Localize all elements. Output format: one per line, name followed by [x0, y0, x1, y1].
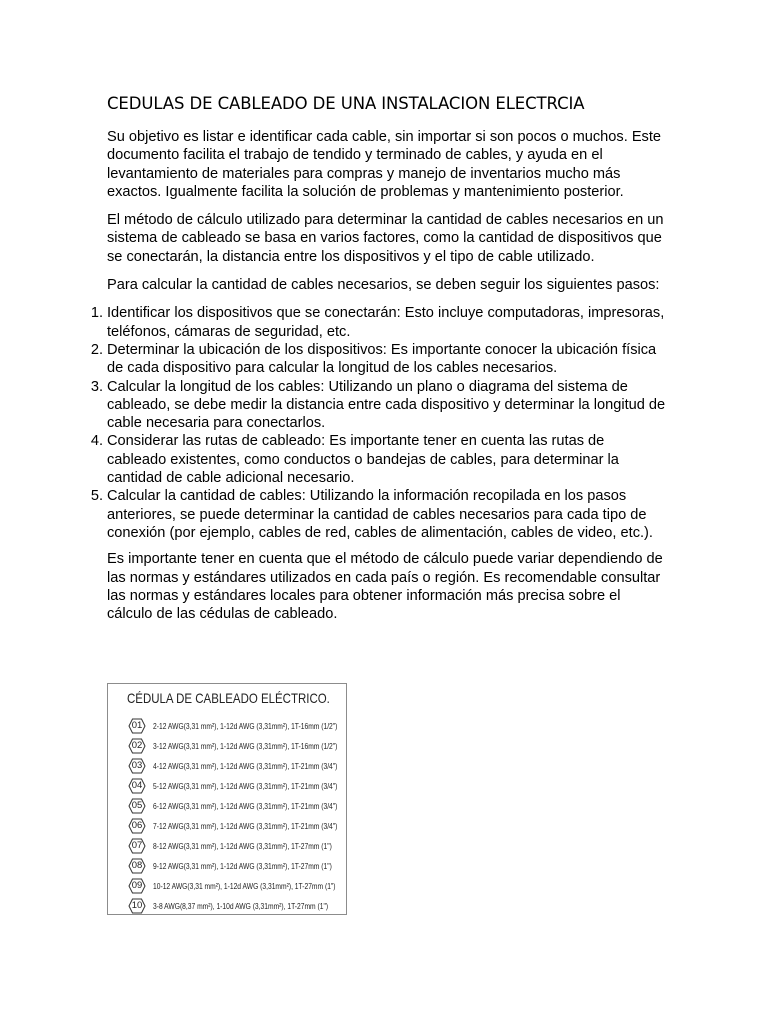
- hexagon-icon: [128, 738, 146, 754]
- document-title: CEDULAS DE CABLEADO DE UNA INSTALACION ELECTRCIA: [107, 94, 585, 113]
- hexagon-icon: [128, 778, 146, 794]
- step-number: 4.: [90, 433, 103, 450]
- cable-spec-text: 2-12 AWG(3,31 mm²), 1-12d AWG (3,31mm²), 1T-16mm (1/2"): [153, 721, 338, 731]
- cable-id-label: 04: [131, 780, 143, 791]
- step-item: [90, 341, 667, 378]
- cable-spec-text: 3-8 AWG(8,37 mm²), 1-10d AWG (3,31mm²), 1T-27mm (1"): [153, 901, 329, 911]
- step-item: [90, 304, 667, 341]
- cable-spec-text: 9-12 AWG(3,31 mm²), 1-12d AWG (3,31mm²), 1T-27mm (1"): [153, 861, 332, 871]
- schedule-row: [128, 737, 389, 755]
- step-text: Determinar la ubicación de los dispositivos: Es importante conocer la ubicación física de cada dispositivo para calcular la longitud de los cables necesarios.: [107, 341, 657, 377]
- cable-spec-text: 10-12 AWG(3,31 mm²), 1-12d AWG (3,31mm²), 1T-27mm (1"): [153, 881, 336, 891]
- step-text: Identificar los dispositivos que se conectarán: Esto incluye computadoras, impresoras, teléfonos, cámaras de seguridad, etc.: [107, 305, 665, 340]
- hexagon-icon: [128, 878, 146, 894]
- cable-spec-text: 8-12 AWG(3,31 mm²), 1-12d AWG (3,31mm²), 1T-27mm (1"): [153, 841, 332, 851]
- cable-id-label: 10: [131, 900, 143, 911]
- hexagon-icon: [128, 798, 146, 814]
- schedule-row: [128, 837, 382, 855]
- cable-spec-text: 4-12 AWG(3,31 mm²), 1-12d AWG (3,31mm²), 1T-21mm (3/4"): [153, 761, 338, 771]
- intro-paragraph-3: Para calcular la cantidad de cables necesarios, se deben seguir los siguientes pasos:: [107, 277, 660, 294]
- cable-spec-text: 5-12 AWG(3,31 mm²), 1-12d AWG (3,31mm²), 1T-21mm (3/4"): [153, 781, 338, 791]
- schedule-row: [128, 817, 389, 835]
- hexagon-icon: [128, 898, 146, 914]
- step-text: Calcular la longitud de los cables: Utilizando un plano o diagrama del sistema de cableado, se debe medir la distancia entre cada dispositivo y determinar la longitud de cable necesaria para conectarlos.: [107, 378, 666, 432]
- cable-spec-text: 3-12 AWG(3,31 mm²), 1-12d AWG (3,31mm²), 1T-16mm (1/2"): [153, 741, 338, 751]
- cable-id-label: 09: [131, 880, 143, 891]
- schedule-row: [128, 797, 389, 815]
- cable-spec-text: 7-12 AWG(3,31 mm²), 1-12d AWG (3,31mm²), 1T-21mm (3/4"): [153, 821, 338, 831]
- step-number: 1.: [90, 305, 103, 322]
- hexagon-icon: [128, 758, 146, 774]
- step-text: Calcular la cantidad de cables: Utilizando la información recopilada en los pasos anteriores, se puede determinar la cantidad de cables necesarios para cada tipo de conexión (por ejemplo, cables de red, cables de alimentación, cables de video, etc.).: [107, 488, 653, 541]
- step-number: 2.: [90, 341, 103, 358]
- step-item: [90, 487, 667, 542]
- schedule-row: [128, 877, 387, 895]
- document-body: [90, 94, 667, 633]
- step-number: 5.: [90, 488, 103, 505]
- cable-schedule-figure: [107, 683, 347, 915]
- figure-title: CÉDULA DE CABLEADO ELÉCTRICO.: [127, 690, 330, 706]
- step-number: 3.: [90, 378, 103, 395]
- cable-id-label: 03: [131, 760, 143, 771]
- step-text: Considerar las rutas de cableado: Es importante tener en cuenta las rutas de cableado existentes, como conductos o bandejas de cables, para determinar la cantidad de cable adicional necesario.: [107, 433, 619, 487]
- cable-id-label: 07: [131, 840, 143, 851]
- hexagon-icon: [128, 718, 146, 734]
- cable-id-label: 01: [131, 720, 143, 731]
- intro-paragraph-2: El método de cálculo utilizado para determinar la cantidad de cables necesarios en un sistema de cableado se basa en varios factores, como la cantidad de dispositivos que se conectarán, la distancia entre los dispositivos y el tipo de cable utilizado.: [107, 212, 664, 265]
- intro-paragraph-1: Su objetivo es listar e identificar cada cable, sin importar si son pocos o muchos. Este documento facilita el trabajo de tendido y terminado de cables, y ayuda en el levantamiento de materiales para compras y manejo de inventarios mucho más exactos. Igualmente facilita la solución de problemas y mantenimiento posterior.: [107, 129, 662, 200]
- step-item: [90, 432, 667, 487]
- cable-id-label: 08: [131, 860, 143, 871]
- cable-id-label: 02: [131, 740, 143, 751]
- steps-list: [90, 304, 667, 542]
- closing-paragraph: Es importante tener en cuenta que el método de cálculo puede variar dependiendo de las normas y estándares utilizados en cada país o región. Es recomendable consultar las normas y estándares locales para obtener información más precisa sobre el cálculo de las cédulas de cableado.: [107, 551, 663, 623]
- step-item: [90, 378, 667, 433]
- cable-id-label: 05: [131, 800, 143, 811]
- schedule-row: [128, 897, 377, 915]
- hexagon-icon: [128, 858, 146, 874]
- cable-spec-text: 6-12 AWG(3,31 mm²), 1-12d AWG (3,31mm²), 1T-21mm (3/4"): [153, 801, 338, 811]
- hexagon-icon: [128, 818, 146, 834]
- hexagon-icon: [128, 838, 146, 854]
- schedule-row: [128, 777, 389, 795]
- schedule-row: [128, 717, 389, 735]
- cable-id-label: 06: [131, 820, 143, 831]
- schedule-row: [128, 857, 382, 875]
- schedule-row: [128, 757, 389, 775]
